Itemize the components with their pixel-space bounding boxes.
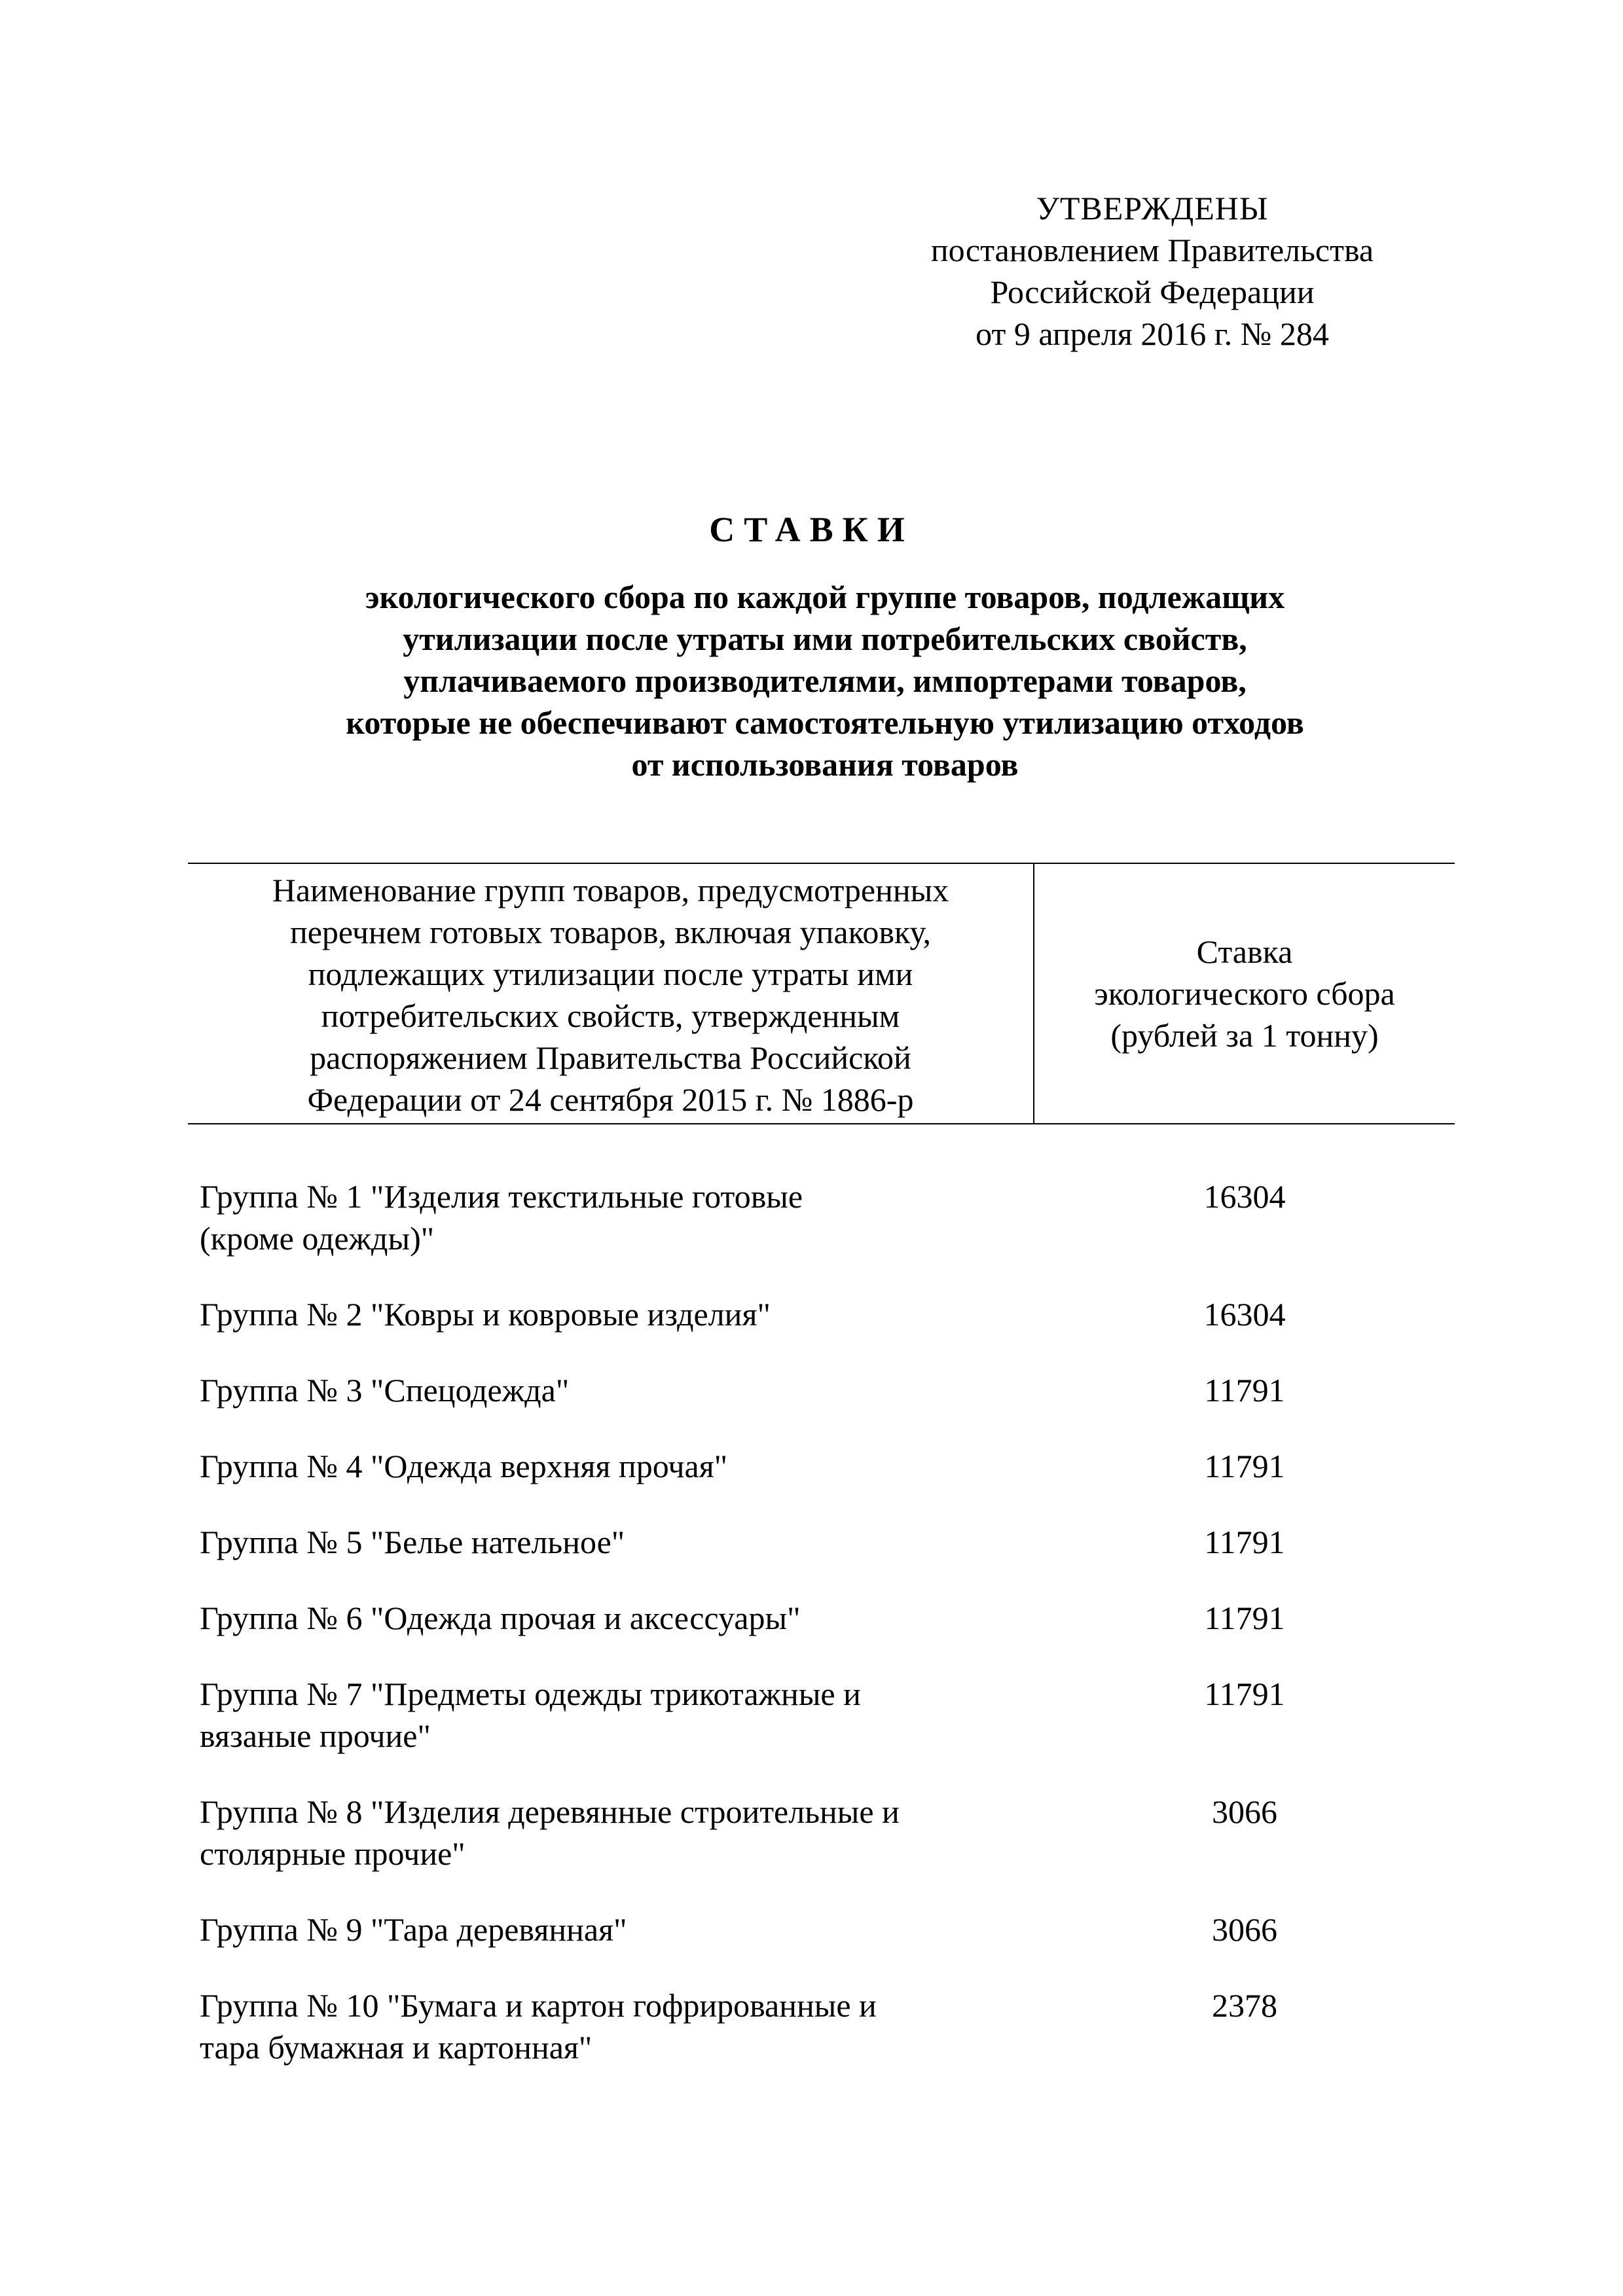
group-rate: 3066 (1212, 1911, 1277, 1948)
rates-table (188, 863, 1455, 2102)
approval-line-2: Российской Федерации (990, 274, 1315, 310)
group-name-line-1: Группа № 9 "Тара деревянная" (200, 1911, 627, 1948)
group-name (188, 1369, 1034, 1411)
group-name-line-1: Группа № 3 "Спецодежда" (200, 1372, 570, 1408)
header-group-name (188, 864, 1034, 1123)
group-rate: 11791 (1204, 1600, 1285, 1636)
group-name-line-1: Группа № 5 "Белье нательное" (200, 1524, 625, 1560)
table-row (188, 1909, 1455, 1950)
subtitle-line-4: которые не обеспечивают самостоятельную утилизацию отходов (346, 704, 1304, 741)
header-name-line-4: потребительских свойств, утвержденным (321, 997, 900, 1034)
group-name (188, 1597, 1034, 1639)
group-name (188, 1909, 1034, 1950)
group-name-line-2: вязаные прочие" (200, 1717, 431, 1754)
approval-heading: УТВЕРЖДЕНЫ (1036, 190, 1269, 226)
header-name-line-3: подлежащих утилизации после утраты ими (308, 956, 913, 992)
group-name-line-2: тара бумажная и картонная" (200, 2029, 593, 2066)
group-name-line-1: Группа № 10 "Бумага и картон гофрированные и (200, 1987, 877, 2024)
document-title: СТАВКИ (709, 510, 914, 549)
group-rate: 11791 (1204, 1448, 1285, 1484)
table-row (188, 1791, 1455, 1874)
approval-block (877, 187, 1427, 355)
header-rate (1034, 864, 1455, 1123)
table-body (188, 1175, 1455, 2068)
group-name (188, 1293, 1034, 1335)
table-row (188, 1445, 1455, 1487)
document-subtitle (249, 576, 1401, 785)
header-rate-line-3: (рублей за 1 тонну) (1110, 1017, 1379, 1054)
group-name (188, 1791, 1034, 1874)
group-name-line-1: Группа № 7 "Предметы одежды трикотажные и (200, 1676, 861, 1712)
group-name (188, 1175, 1034, 1259)
group-name-line-1: Группа № 2 "Ковры и ковровые изделия" (200, 1296, 771, 1333)
table-row (188, 1673, 1455, 1757)
approval-line-1: постановлением Правительства (930, 232, 1374, 268)
subtitle-line-3: уплачиваемого производителями, импортерами товаров, (403, 662, 1247, 699)
table-row (188, 1521, 1455, 1563)
header-name-line-1: Наименование групп товаров, предусмотренных (272, 872, 949, 908)
table-row (188, 1175, 1455, 1259)
header-name-line-2: перечнем готовых товаров, включая упаковку, (289, 914, 932, 950)
group-name-line-1: Группа № 8 "Изделия деревянные строительные и (200, 1793, 900, 1830)
group-name (188, 1445, 1034, 1487)
group-name-line-2: (кроме одежды)" (200, 1220, 435, 1257)
header-name-line-5: распоряжением Правительства Российской (310, 1039, 911, 1076)
group-rate: 16304 (1203, 1178, 1286, 1215)
table-header (188, 863, 1455, 1124)
header-name-line-6: Федерации от 24 сентября 2015 г. № 1886-р (307, 1081, 914, 1118)
table-row (188, 1293, 1455, 1335)
table-row (188, 1597, 1455, 1639)
group-name (188, 1521, 1034, 1563)
subtitle-line-1: экологического сбора по каждой группе товаров, подлежащих (365, 579, 1285, 615)
group-name-line-1: Группа № 1 "Изделия текстильные готовые (200, 1178, 803, 1215)
group-name-line-1: Группа № 4 "Одежда верхняя прочая" (200, 1448, 728, 1484)
subtitle-line-5: от использования товаров (631, 746, 1019, 783)
table-row (188, 1984, 1455, 2068)
group-name (188, 1673, 1034, 1757)
group-rate: 11791 (1204, 1676, 1285, 1712)
group-rate: 3066 (1212, 1793, 1277, 1830)
group-rate: 11791 (1204, 1372, 1285, 1408)
group-name (188, 1984, 1034, 2068)
header-rate-line-1: Ставка (1196, 933, 1293, 970)
group-rate: 11791 (1204, 1524, 1285, 1560)
subtitle-line-2: утилизации после утраты ими потребительских свойств, (403, 620, 1247, 657)
group-name-line-2: столярные прочие" (200, 1835, 465, 1872)
table-row (188, 1369, 1455, 1411)
approval-line-3: от 9 апреля 2016 г. № 284 (976, 315, 1329, 352)
group-name-line-1: Группа № 6 "Одежда прочая и аксессуары" (200, 1600, 801, 1636)
group-rate: 2378 (1212, 1987, 1277, 2024)
group-rate: 16304 (1203, 1296, 1286, 1333)
header-rate-line-2: экологического сбора (1094, 975, 1395, 1012)
